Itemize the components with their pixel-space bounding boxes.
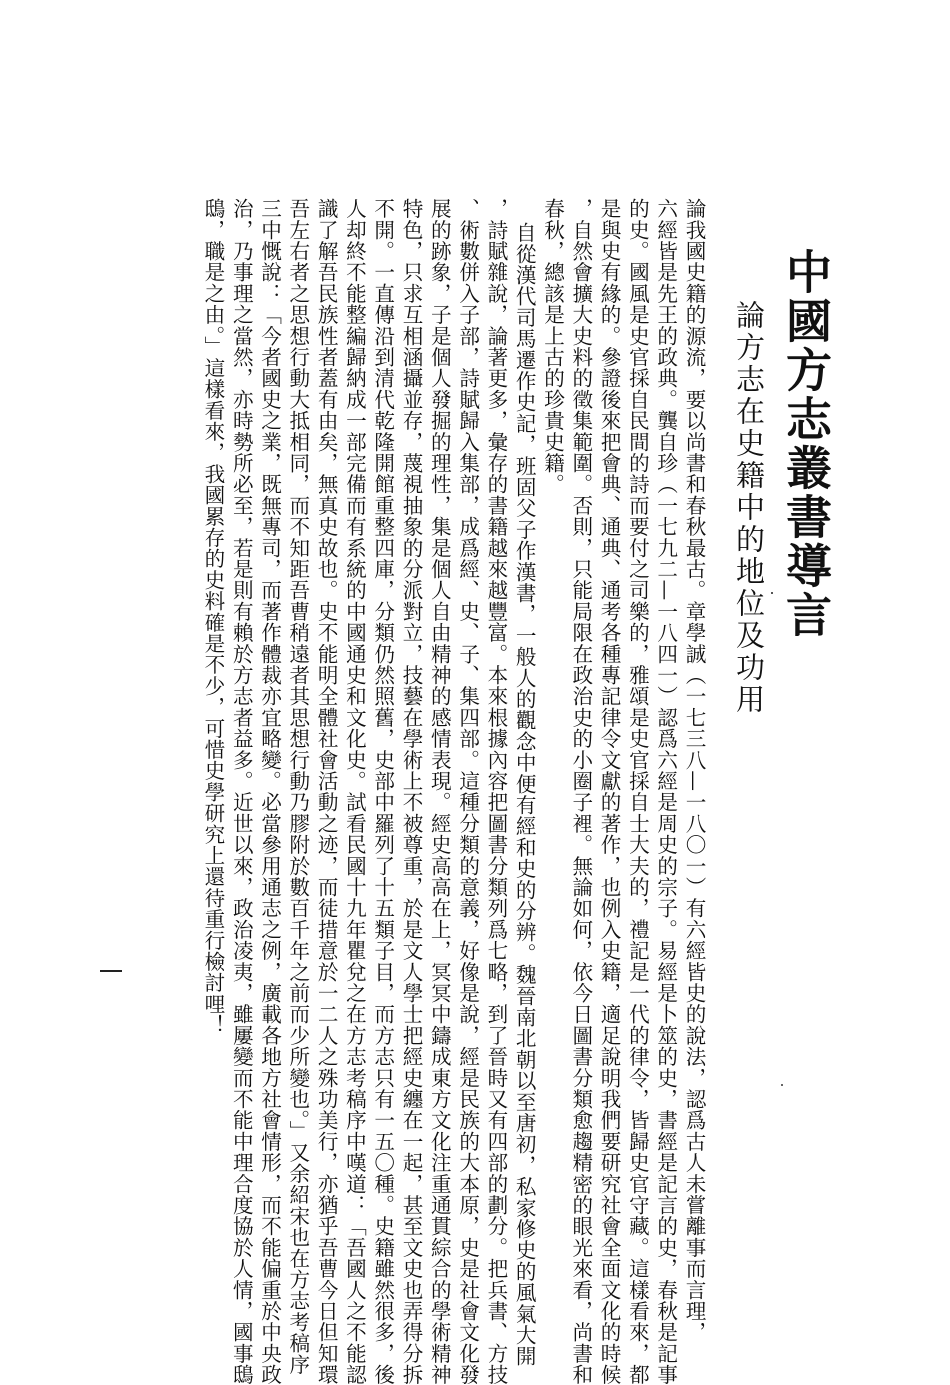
body-text — [118, 198, 708, 1385]
text-column: ，自然會擴大史料的徵集範圍。否則，只能局限在政治史的小圈子裡。無論如何，依今日圖書分類愈趨精密的眼光來看，尚書和 — [568, 198, 593, 1385]
text-column: 自從漢代司馬遷作史記，班固父子作漢書，一般人的觀念中便有經和史的分辨。魏晉南北朝以至唐初，私家修史的風氣大開 — [512, 222, 537, 1367]
scan-speck — [771, 592, 773, 594]
text-column: 六經皆是先王的政典。龔自珍（一七九二—一八四一）認爲六經是周史的宗子。易經是卜筮的史，書經是記言的史，春秋是記事 — [653, 198, 678, 1385]
text-column: 識了解吾民族性者蓋有由矣，無真史故也。史不能明全體社會活動之迹，而徒措意於一二人之殊功美行，亦猶乎吾曹今日但知環 — [314, 198, 339, 1385]
text-column: 展的跡象，子是個人發掘的理性，集是個人自由精神的感情表現。經史高高在上，冥冥中鑄成東方文化注重通貫綜合的學術精神 — [427, 198, 452, 1385]
text-column: 不開。一直傳沿到清代乾隆開館重整四庫，分類仍然照舊，史部中羅列了十五類子目，而方志只有一五〇種。史籍雖然很多，後 — [370, 198, 395, 1385]
text-column: 、術數併入子部，詩賦歸入集部，成爲經、史、子、集四部。這種分類的意義，好像是說，經是民族的大本原，史是社會文化發 — [455, 198, 480, 1385]
text-column: 是與史有緣的。參證後來把會典、通典、通考各種專記律令文獻的著作，也例入史籍，適足說明我們要研究社會全面文化的時候 — [597, 198, 622, 1385]
text-column: 的史。國風是史官採自民間的詩而要付之司樂的，雅頌是史官採自士大夫的，禮記是一代的律令，皆歸史官守藏。這樣看來，都 — [625, 198, 650, 1385]
text-column: 治，乃事理之當然，亦時勢所必至，若是則有賴於方志者益多。近世以來，政治凌夷，雖屢變而不能中理合度協於人情，國事鴟 — [229, 198, 254, 1385]
text-column: 人却終不能整編歸納成一部完備而有系統的中國通史和文化史。試看民國十九年瞿兌之在方志考稿序中嘆道：「吾國人之不能認 — [342, 198, 367, 1385]
text-column: 春秋，總該是上古的珍貴史籍。 — [540, 198, 565, 495]
text-column: 論我國史籍的源流，要以尚書和春秋最古。章學誠（一七三八—一八〇一）有六經皆史的說法，認爲古人未嘗離事而言理， — [682, 198, 706, 1343]
scan-speck — [781, 1084, 783, 1086]
page-subtitle: 論方志在史籍中的地位及功用 — [732, 300, 766, 716]
text-column: 特色，只求互相涵攝並存，蔑視抽象的分派對立，技藝在學術上不被尊重，於是文人學士把經史纏在一起，甚至文史也弄得分拆 — [399, 198, 424, 1385]
text-column: ，詩賦雜說，論著更多，彙存的書籍越來越豐富。本來根據內容把圖書分類列爲七略，到了晉時又有四部的劃分。把兵書、方技 — [483, 198, 508, 1385]
margin-dash — [100, 970, 122, 972]
page-title: 中國方志叢書導言 — [779, 248, 833, 640]
text-column: 三中慨說：「今者國史之業，既無專司，而著作體裁亦宜略變。必當參用通志之例，廣載各地方社會情形，而不能偏重於中央政 — [257, 198, 282, 1385]
text-column: 鴟，職是之由。」這樣看來，我國累存的史料確是不少，可惜史學研究上還待重行檢討哩！ — [200, 198, 225, 1036]
text-column: 吾左右者之思想行動大抵相同，而不知距吾曹稍遠者其思想行動乃膠附於數百千年之前而少所變也。」又余紹宋也在方志考稿序 — [285, 198, 310, 1375]
